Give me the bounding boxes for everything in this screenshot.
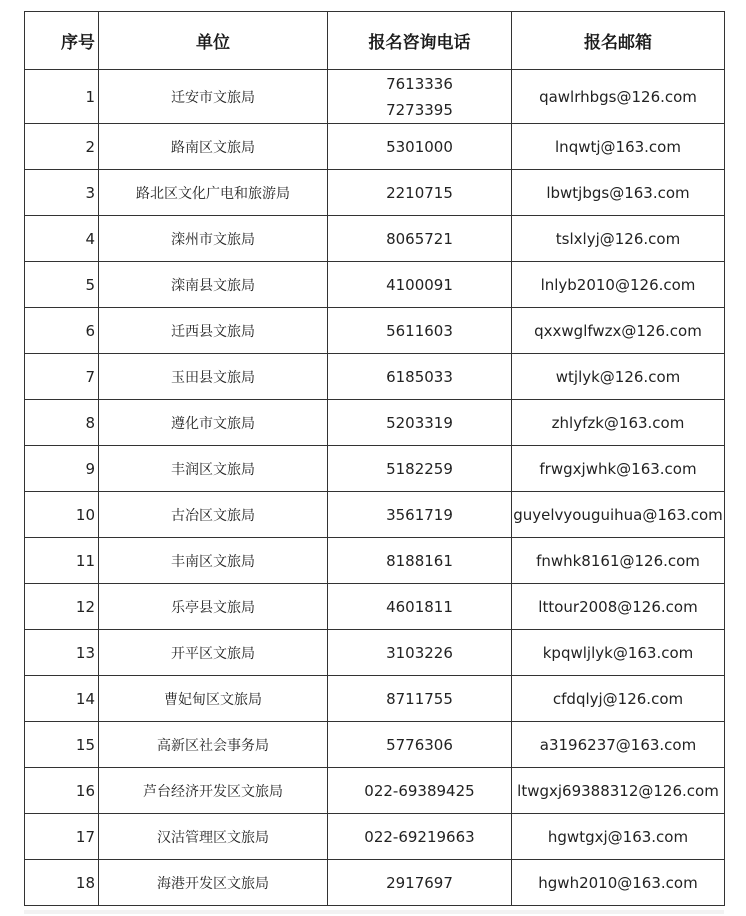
row-unit: 路北区文化广电和旅游局 (99, 170, 328, 216)
row-phone: 5301000 (328, 124, 512, 170)
row-email[interactable]: qawlrhbgs@126.com (512, 70, 725, 124)
row-index: 3 (25, 170, 99, 216)
row-index: 15 (25, 722, 99, 768)
row-email[interactable]: a3196237@163.com (512, 722, 725, 768)
table-row (25, 630, 725, 676)
row-email[interactable]: hgwh2010@163.com (512, 860, 725, 906)
table-row (25, 124, 725, 170)
row-email[interactable]: tslxlyj@126.com (512, 216, 725, 262)
table-header-row (25, 12, 725, 70)
row-email[interactable]: lttour2008@126.com (512, 584, 725, 630)
row-index: 10 (25, 492, 99, 538)
row-email[interactable]: frwgxjwhk@163.com (512, 446, 725, 492)
row-email[interactable]: qxxwglfwzx@126.com (512, 308, 725, 354)
row-unit: 滦州市文旅局 (99, 216, 328, 262)
row-phone: 022-69219663 (328, 814, 512, 860)
table-row (25, 722, 725, 768)
table-row (25, 308, 725, 354)
row-phone: 8065721 (328, 216, 512, 262)
row-email[interactable]: fnwhk8161@126.com (512, 538, 725, 584)
table-body (25, 70, 725, 906)
row-unit: 玉田县文旅局 (99, 354, 328, 400)
header-unit: 单位 (99, 12, 328, 70)
table-row (25, 676, 725, 722)
row-phone: 2917697 (328, 860, 512, 906)
table-row (25, 70, 725, 124)
row-email[interactable]: lnqwtj@163.com (512, 124, 725, 170)
table-row (25, 354, 725, 400)
row-index: 2 (25, 124, 99, 170)
row-phone: 5611603 (328, 308, 512, 354)
row-unit: 迁西县文旅局 (99, 308, 328, 354)
table-row (25, 446, 725, 492)
table-row (25, 216, 725, 262)
table-row (25, 584, 725, 630)
row-phone: 3561719 (328, 492, 512, 538)
row-unit: 滦南县文旅局 (99, 262, 328, 308)
table-row (25, 860, 725, 906)
row-index: 14 (25, 676, 99, 722)
row-index: 9 (25, 446, 99, 492)
row-phone (328, 70, 512, 124)
header-phone: 报名咨询电话 (328, 12, 512, 70)
row-email[interactable]: wtjlyk@126.com (512, 354, 725, 400)
row-unit: 乐亭县文旅局 (99, 584, 328, 630)
row-phone: 4601811 (328, 584, 512, 630)
bottom-divider (24, 910, 724, 914)
header-index: 序号 (25, 12, 99, 70)
row-unit: 古冶区文旅局 (99, 492, 328, 538)
table-row (25, 492, 725, 538)
row-unit: 迁安市文旅局 (99, 70, 328, 124)
row-email[interactable]: lbwtjbgs@163.com (512, 170, 725, 216)
row-index: 16 (25, 768, 99, 814)
row-index: 4 (25, 216, 99, 262)
row-index: 1 (25, 70, 99, 124)
row-unit: 高新区社会事务局 (99, 722, 328, 768)
row-unit: 路南区文旅局 (99, 124, 328, 170)
row-unit: 开平区文旅局 (99, 630, 328, 676)
registration-table-container (24, 11, 724, 906)
row-index: 18 (25, 860, 99, 906)
row-index: 17 (25, 814, 99, 860)
row-index: 5 (25, 262, 99, 308)
row-index: 7 (25, 354, 99, 400)
row-phone: 3103226 (328, 630, 512, 676)
table-row (25, 538, 725, 584)
row-phone: 5776306 (328, 722, 512, 768)
row-phone: 6185033 (328, 354, 512, 400)
row-phone-line-2: 7273395 (386, 100, 453, 119)
row-email[interactable]: hgwtgxj@163.com (512, 814, 725, 860)
row-email[interactable]: ltwgxj69388312@126.com (512, 768, 725, 814)
row-index: 11 (25, 538, 99, 584)
row-phone: 2210715 (328, 170, 512, 216)
row-phone: 5203319 (328, 400, 512, 446)
header-email: 报名邮箱 (512, 12, 725, 70)
row-unit: 丰润区文旅局 (99, 446, 328, 492)
table-row (25, 400, 725, 446)
row-unit: 芦台经济开发区文旅局 (99, 768, 328, 814)
row-unit: 丰南区文旅局 (99, 538, 328, 584)
table-row (25, 768, 725, 814)
row-phone: 5182259 (328, 446, 512, 492)
row-phone-line-1: 7613336 (386, 74, 453, 93)
row-email[interactable]: kpqwljlyk@163.com (512, 630, 725, 676)
row-phone: 8188161 (328, 538, 512, 584)
row-index: 13 (25, 630, 99, 676)
row-email[interactable]: lnlyb2010@126.com (512, 262, 725, 308)
row-phone: 022-69389425 (328, 768, 512, 814)
table-row (25, 814, 725, 860)
row-unit: 汉沽管理区文旅局 (99, 814, 328, 860)
row-index: 12 (25, 584, 99, 630)
table-row (25, 170, 725, 216)
row-phone: 8711755 (328, 676, 512, 722)
row-index: 8 (25, 400, 99, 446)
row-unit: 曹妃甸区文旅局 (99, 676, 328, 722)
row-email[interactable]: cfdqlyj@126.com (512, 676, 725, 722)
row-email[interactable]: guyelvyouguihua@163.com (512, 492, 725, 538)
row-index: 6 (25, 308, 99, 354)
row-phone: 4100091 (328, 262, 512, 308)
table-row (25, 262, 725, 308)
row-unit: 海港开发区文旅局 (99, 860, 328, 906)
registration-contact-table (24, 11, 725, 906)
row-email[interactable]: zhlyfzk@163.com (512, 400, 725, 446)
row-unit: 遵化市文旅局 (99, 400, 328, 446)
